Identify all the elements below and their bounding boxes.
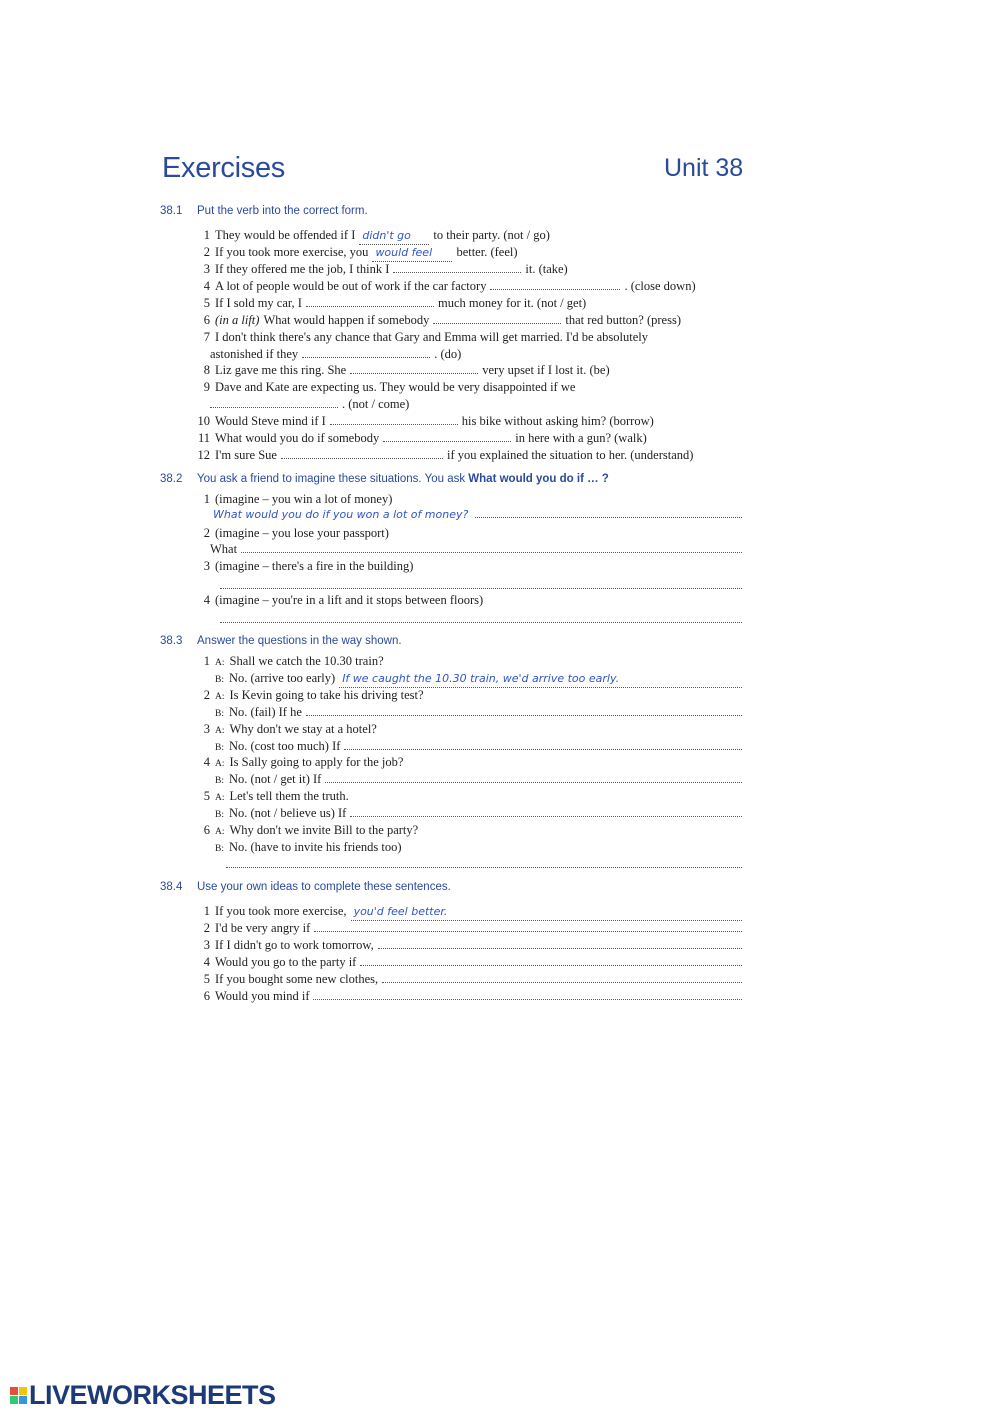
item-text: A lot of people would be out of work if the car factory [215,279,487,293]
item-text: it. (take) [525,262,568,276]
speaker-label: B: [215,844,224,854]
section-instruction [197,473,609,485]
item-text: I'd be very angry if [215,921,311,935]
item-number: 2 [203,526,210,540]
exercise-item [190,447,750,463]
answer-blank[interactable] [433,312,561,324]
speaker-label: A: [215,827,225,837]
speaker-label: A: [215,759,225,769]
dialogue-answer [190,771,742,789]
section-number: 38.3 [160,635,183,647]
item-text: If I sold my car, I [215,296,302,310]
item-text: I'm sure Sue [215,448,277,462]
dialogue-question [190,721,750,739]
item-text: Why don't we stay at a hotel? [229,722,377,736]
speaker-label: B: [215,709,224,719]
item-text: Liz gave me this ring. She [215,363,347,377]
page-title: Exercises [162,152,285,184]
answer-blank[interactable] [382,971,742,983]
answer-blank[interactable] [302,346,430,358]
logo-text: LIVEWORKSHEETS [29,1380,276,1410]
answer-blank[interactable] [281,447,443,459]
answer-blank[interactable] [383,430,511,442]
item-prompt: (imagine – you win a lot of money) [215,492,393,506]
item-text: If you took more exercise, you [215,245,369,259]
item-text: What would you do if somebody [215,431,380,445]
answer-blank[interactable] [378,937,742,949]
item-text: No. (cost too much) If [228,739,341,753]
answer-blank[interactable] [220,608,742,623]
item-text: . (not / come) [342,397,410,411]
item-text: They would be offended if I [215,228,356,242]
exercise-item [190,491,750,507]
item-text: . (do) [434,347,462,361]
item-number: 9 [203,380,210,394]
instruction-question: What would you do if … ? [468,473,609,485]
item-text: If you bought some new clothes, [215,972,379,986]
dialogue-answer [190,704,742,722]
exercise-item [190,903,742,921]
exercise-item [190,525,750,541]
item-text: . (close down) [624,279,696,293]
exercise-item [190,379,750,395]
answer-blank[interactable] [220,574,742,589]
unit-label: Unit 38 [664,154,744,182]
item-number: 3 [203,722,210,736]
item-number: 12 [197,448,210,462]
item-number: 2 [203,245,210,259]
answer-blank[interactable] [314,920,742,932]
speaker-label: A: [215,793,225,803]
dialogue-question [190,653,750,671]
item-text: Let's tell them the truth. [229,789,349,803]
logo-square [19,1387,27,1395]
item-number: 5 [203,972,210,986]
item-text: to their party. (not / go) [433,228,550,242]
dialogue-question [190,687,750,705]
speaker-label: A: [215,726,225,736]
answer-blank[interactable] [475,506,742,518]
item-number: 2 [203,688,210,702]
section-instruction: Put the verb into the correct form. [197,205,368,217]
item-text: astonished if they [210,347,299,361]
answer-blank[interactable] [313,988,742,1000]
item-prompt: (imagine – you lose your passport) [215,526,389,540]
answer-blank[interactable] [350,805,742,817]
answer-blank[interactable] [360,954,742,966]
item-number: 1 [203,492,210,506]
item-number: 4 [203,279,210,293]
dialogue-question [190,788,750,806]
item-text: No. (fail) If he [228,705,302,719]
item-text: If you took more exercise, [215,904,347,918]
item-text: No. (not / get it) If [228,772,322,786]
dialogue-answer [190,670,742,688]
item-text: If they offered me the job, I think I [215,262,390,276]
answer-blank[interactable] [241,541,742,553]
answer-blank[interactable] [344,738,742,750]
section-number: 38.2 [160,473,183,485]
item-number: 4 [203,593,210,607]
logo-square [10,1396,18,1404]
exercise-item [190,988,742,1004]
exercise-item-continued [210,346,770,362]
answer-blank[interactable] [306,295,434,307]
liveworksheets-logo [10,1380,276,1411]
dialogue-answer [190,805,742,823]
exercise-item [190,971,742,987]
handwritten-answer: would feel [375,246,433,259]
instruction-text: You ask a friend to imagine these situations. You ask [197,473,469,485]
exercise-item-continued [210,396,770,412]
item-prompt: (imagine – there's a fire in the building) [215,559,414,573]
item-text: that red button? (press) [565,313,681,327]
section-instruction: Answer the questions in the way shown. [197,635,402,647]
item-text: What would happen if somebody [263,313,430,327]
section-number: 38.4 [160,881,183,893]
speaker-label: A: [215,658,225,668]
item-text: in here with a gun? (walk) [515,431,647,445]
dialogue-question [190,754,750,772]
exercise-item [190,227,750,245]
item-text: Is Sally going to apply for the job? [229,755,404,769]
exercise-item [190,244,750,262]
item-number: 3 [203,938,210,952]
item-number: 6 [203,989,210,1003]
handwritten-answer: you'd feel better. [353,905,448,918]
answer-blank[interactable] [325,771,742,783]
answer-blank[interactable] [330,413,458,425]
item-number: 11 [197,431,210,445]
handwritten-answer: What would you do if you won a lot of money? [213,508,469,521]
item-text: I don't think there's any chance that Gary and Emma will get married. I'd be absolutely [215,330,649,344]
dialogue-question [190,822,750,840]
exercise-item [190,312,750,328]
answer-blank[interactable] [490,278,620,290]
speaker-label: B: [215,776,224,786]
speaker-label: B: [215,810,224,820]
answer-blank[interactable] [351,903,742,921]
item-context: (in a lift) [215,313,260,327]
item-text: No. (have to invite his friends too) [228,840,402,854]
item-number: 4 [203,755,210,769]
answer-blank[interactable] [210,396,338,408]
item-text: if you explained the situation to her. (understand) [446,448,694,462]
item-number: 6 [203,313,210,327]
item-prompt: (imagine – you're in a lift and it stops between floors) [215,593,484,607]
section-number: 38.1 [160,205,183,217]
exercise-item [190,295,750,311]
item-number: 6 [203,823,210,837]
item-number: 5 [203,296,210,310]
item-text: Would you mind if [215,989,310,1003]
handwritten-answer: If we caught the 10.30 train, we'd arrive too early. [342,672,620,685]
exercise-item [190,261,750,277]
answer-blank[interactable] [226,853,742,868]
item-text: better. (feel) [456,245,518,259]
item-text: No. (not / believe us) If [228,806,347,820]
exercise-item [190,413,750,429]
speaker-label: B: [215,675,224,685]
item-text: Why don't we invite Bill to the party? [229,823,419,837]
item-text: Would you go to the party if [215,955,357,969]
item-text: Is Kevin going to take his driving test? [229,688,424,702]
item-text: much money for it. (not / get) [437,296,587,310]
exercise-item [190,430,750,446]
item-text: If I didn't go to work tomorrow, [215,938,374,952]
item-text: Shall we catch the 10.30 train? [229,654,384,668]
item-number: 8 [203,363,210,377]
section-instruction: Use your own ideas to complete these sentences. [197,881,451,893]
speaker-label: A: [215,692,225,702]
item-text: very upset if I lost it. (be) [482,363,610,377]
item-number: 5 [203,789,210,803]
exercise-item [190,954,742,970]
answer-blank[interactable] [359,227,429,245]
answer-line[interactable] [210,541,742,557]
item-number: 1 [203,228,210,242]
answer-blank[interactable] [372,244,452,262]
item-text: Would Steve mind if I [215,414,326,428]
item-number: 1 [203,904,210,918]
item-number: 3 [203,559,210,573]
exercise-item [190,278,750,294]
item-text: No. (arrive too early) [228,671,336,685]
logo-square [10,1387,18,1395]
logo-square [19,1396,27,1404]
exercise-item [190,592,750,608]
item-text: Dave and Kate are expecting us. They would be very disappointed if we [215,380,576,394]
speaker-label: B: [215,743,224,753]
answer-blank[interactable] [339,670,742,688]
exercise-item [190,937,742,953]
item-text: What [210,542,238,556]
logo-mark-icon [10,1387,27,1404]
answer-blank[interactable] [306,704,742,716]
item-number: 3 [203,262,210,276]
exercise-item [190,362,750,378]
item-number: 4 [203,955,210,969]
answer-blank[interactable] [350,362,478,374]
item-text: his bike without asking him? (borrow) [461,414,654,428]
item-number: 1 [203,654,210,668]
handwritten-answer: didn't go [362,229,411,242]
answer-blank[interactable] [393,261,521,273]
exercise-item [190,329,750,345]
item-number: 7 [203,330,210,344]
exercise-item [190,920,742,936]
answer-line[interactable] [210,506,742,520]
exercise-item [190,558,750,574]
item-number: 10 [197,414,210,428]
item-number: 2 [203,921,210,935]
